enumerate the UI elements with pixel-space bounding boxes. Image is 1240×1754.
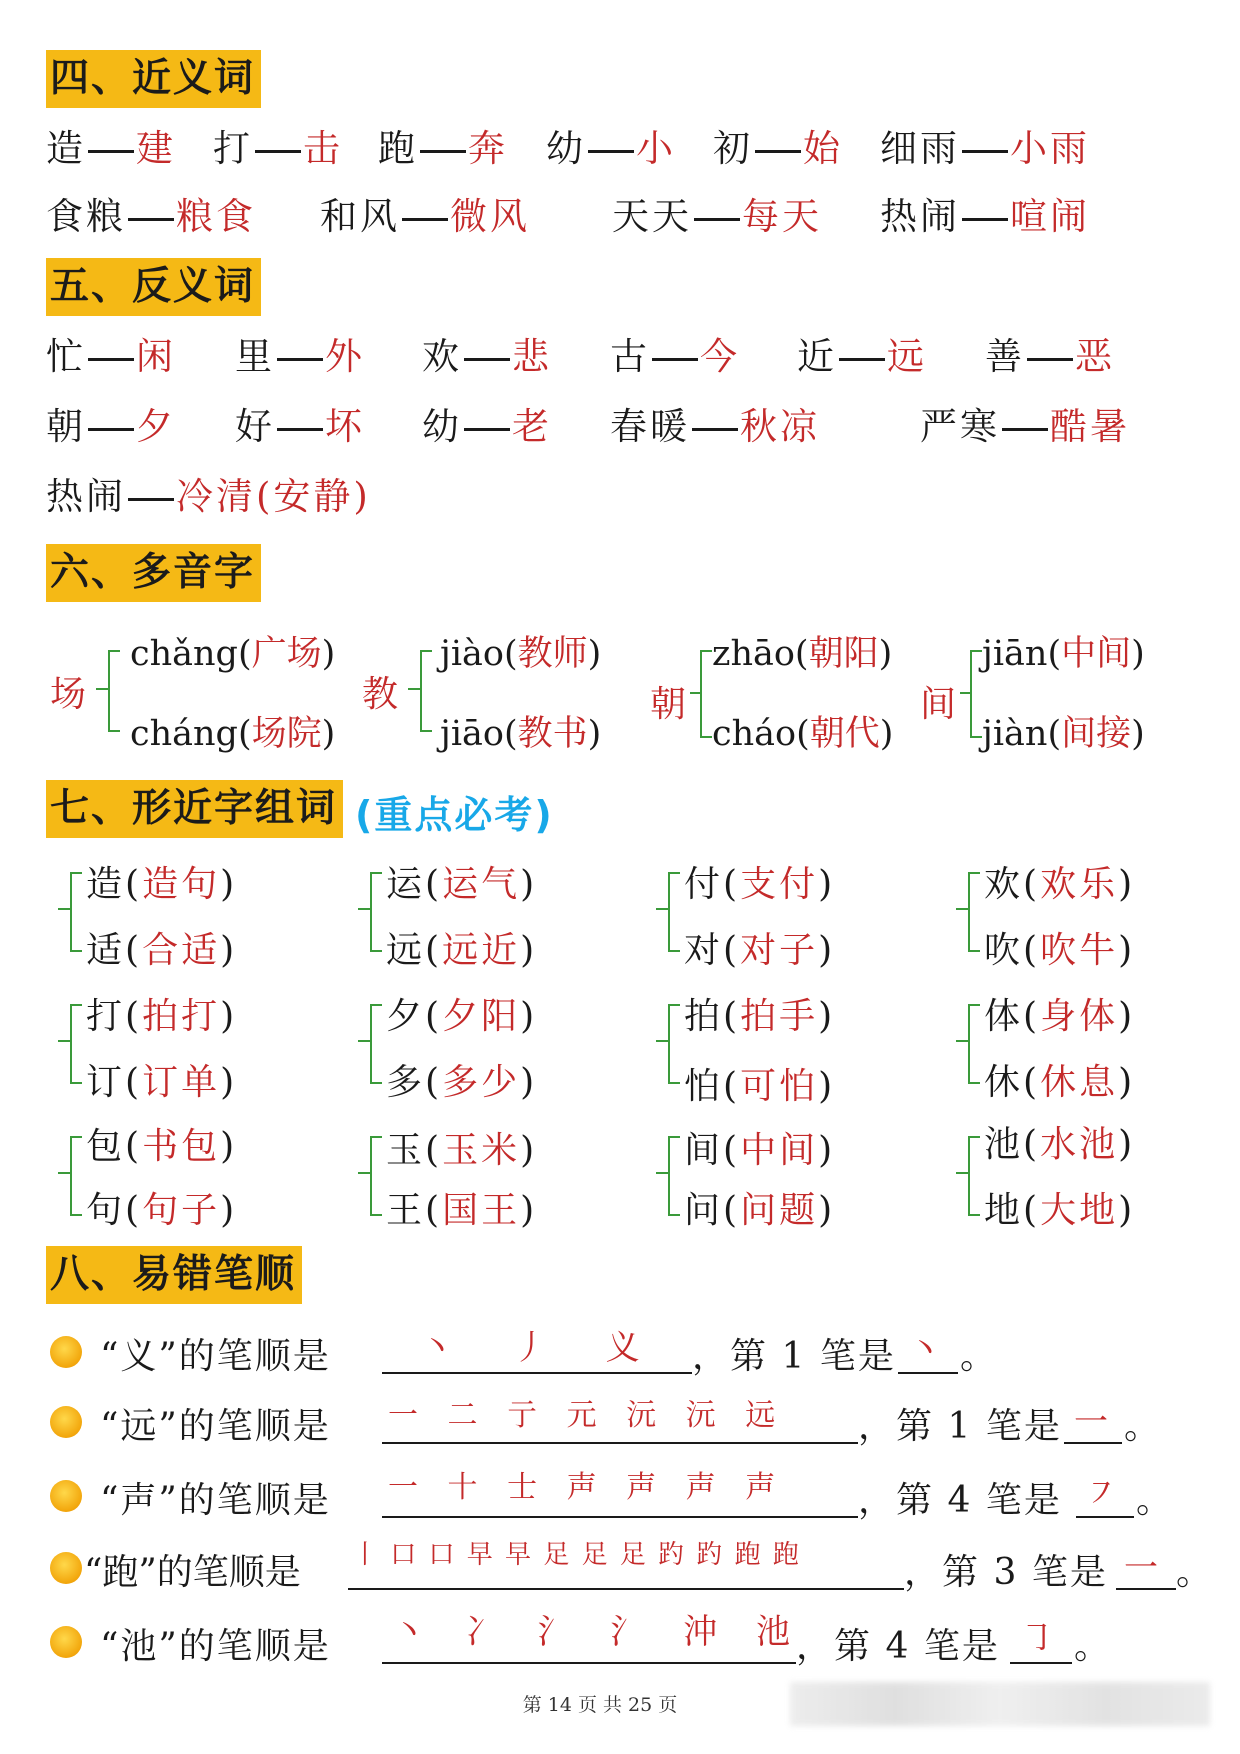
brace-tick — [358, 1172, 370, 1174]
synonym-pair: 造 建 — [46, 127, 176, 170]
brace-icon — [370, 872, 382, 952]
similar-word: 多(多少) — [386, 1062, 538, 1103]
similar-word: 句(句子) — [86, 1190, 238, 1231]
blurred-watermark — [790, 1682, 1210, 1726]
stroke-answer: ㇆ — [1020, 1618, 1054, 1658]
polyphone-char: 朝 — [650, 684, 687, 725]
synonym-pair: 细雨 小雨 — [880, 127, 1090, 170]
similar-word: 吹(吹牛) — [984, 930, 1136, 971]
polyphone-reading: jiào(教师) — [440, 634, 602, 674]
similar-word: 订(订单) — [86, 1062, 238, 1103]
synonym-pair: 跑 奔 — [378, 127, 508, 170]
stroke-end: 。 — [960, 1336, 999, 1377]
brace-tick — [58, 1040, 70, 1042]
answer-underline — [348, 1588, 904, 1590]
stroke-end: 。 — [1136, 1480, 1175, 1521]
bullet-icon — [50, 1406, 82, 1438]
brace-icon — [668, 872, 680, 952]
stroke-steps: 丶 冫 氵 氵 沖 池 — [392, 1612, 805, 1652]
stroke-question: ，第 1 笔是 — [692, 1336, 896, 1377]
answer-underline — [898, 1372, 958, 1374]
brace-tick — [358, 1040, 370, 1042]
antonym-pair: 好 坏 — [235, 405, 365, 448]
brace-tick — [656, 908, 668, 910]
brace-icon — [700, 650, 712, 738]
answer-underline — [1076, 1516, 1134, 1518]
brace-icon — [970, 650, 982, 738]
brace-tick — [656, 1172, 668, 1174]
similar-word: 付(支付) — [684, 864, 836, 905]
section-title-stroke-order: 八、易错笔顺 — [46, 1246, 302, 1304]
polyphone-char: 教 — [362, 674, 399, 715]
section-title-similar-chars: 七、形近字组词 — [46, 780, 343, 838]
stroke-answer: 丶 — [908, 1330, 942, 1370]
synonym-pair: 热闹 喧闹 — [880, 195, 1090, 238]
stroke-steps: 丨 口 口 早 早 足 足 足 趵 趵 跑 跑 — [352, 1540, 801, 1570]
answer-underline — [382, 1442, 858, 1444]
similar-word: 适(合适) — [86, 930, 238, 971]
brace-icon — [370, 1136, 382, 1216]
stroke-end: 。 — [1124, 1406, 1163, 1447]
stroke-answer: 一 — [1124, 1548, 1158, 1588]
brace-icon — [70, 872, 82, 952]
antonym-pair: 严寒 酷暑 — [920, 405, 1130, 448]
answer-underline — [382, 1662, 796, 1664]
brace-tick — [956, 1172, 968, 1174]
brace-tick — [58, 908, 70, 910]
bullet-icon — [50, 1552, 82, 1584]
brace-tick — [956, 1040, 968, 1042]
stroke-steps: 丶 丿 义 — [420, 1328, 664, 1368]
stroke-question: ，第 1 笔是 — [858, 1406, 1062, 1447]
brace-tick — [960, 692, 972, 694]
answer-underline — [382, 1516, 858, 1518]
similar-word: 造(造句) — [86, 864, 238, 905]
brace-tick — [58, 1172, 70, 1174]
similar-word: 间(中间) — [684, 1130, 836, 1171]
polyphone-reading: jiān(中间) — [982, 634, 1145, 674]
brace-tick — [408, 688, 420, 690]
polyphone-reading: zhāo(朝阳) — [712, 634, 893, 674]
antonym-pair: 幼 老 — [422, 405, 552, 448]
similar-word: 欢(欢乐) — [984, 864, 1136, 905]
bullet-icon — [50, 1336, 82, 1368]
similar-word: 问(问题) — [684, 1190, 836, 1231]
section-title-antonyms: 五、反义词 — [46, 258, 261, 316]
similar-word: 地(大地) — [984, 1190, 1136, 1231]
polyphone-reading: chǎng(广场) — [130, 634, 336, 674]
antonym-pair: 春暖 秋凉 — [610, 405, 820, 448]
similar-word: 运(运气) — [386, 864, 538, 905]
stroke-steps: 一 二 亍 元 沅 沅 远 — [388, 1398, 786, 1433]
synonym-pair: 天天 每天 — [612, 195, 822, 238]
answer-underline — [382, 1372, 692, 1374]
polyphone-char: 间 — [920, 684, 957, 725]
stroke-lead: “跑”的笔顺是 — [84, 1552, 301, 1593]
stroke-end: 。 — [1074, 1626, 1113, 1667]
stroke-question: ，第 3 笔是 — [904, 1552, 1108, 1593]
antonym-pair: 古 今 — [610, 335, 740, 378]
synonym-pair: 幼 小 — [546, 127, 676, 170]
synonym-pair: 打 击 — [213, 127, 343, 170]
brace-tick — [656, 1040, 668, 1042]
similar-word: 打(拍打) — [86, 996, 238, 1037]
synonym-pair: 和风 微风 — [320, 195, 530, 238]
antonym-pair: 里 外 — [235, 335, 365, 378]
similar-word: 体(身体) — [984, 996, 1136, 1037]
antonym-pair: 朝 夕 — [46, 405, 176, 448]
similar-word: 池(水池) — [984, 1124, 1136, 1165]
brace-tick — [690, 692, 702, 694]
brace-icon — [968, 872, 980, 952]
antonym-pair: 忙 闲 — [46, 335, 176, 378]
stroke-lead: “声”的笔顺是 — [100, 1480, 331, 1521]
stroke-lead: “义”的笔顺是 — [100, 1336, 331, 1377]
brace-icon — [370, 1004, 382, 1084]
similar-word: 拍(拍手) — [684, 996, 836, 1037]
bullet-icon — [50, 1626, 82, 1658]
brace-tick — [358, 908, 370, 910]
brace-icon — [668, 1136, 680, 1216]
brace-icon — [668, 1004, 680, 1084]
antonym-pair: 热闹 冷清(安静) — [46, 475, 371, 518]
similar-word: 对(对子) — [684, 930, 836, 971]
page-footer: 第 14 页 共 25 页 — [522, 1694, 678, 1716]
section-title-synonyms: 四、近义词 — [46, 50, 261, 108]
similar-word: 王(国王) — [386, 1190, 538, 1231]
stroke-lead: “池”的笔顺是 — [100, 1626, 331, 1667]
antonym-pair: 近 远 — [797, 335, 927, 378]
section-title-polyphones: 六、多音字 — [46, 544, 261, 602]
brace-icon — [108, 650, 120, 732]
polyphone-reading: jiàn(间接) — [982, 714, 1145, 754]
section-note: (重点必考) — [355, 793, 554, 837]
answer-underline — [1010, 1662, 1072, 1664]
stroke-answer: ㇇ — [1084, 1474, 1118, 1514]
polyphone-char: 场 — [50, 674, 87, 715]
stroke-question: ，第 4 笔是 — [796, 1626, 1000, 1667]
polyphone-reading: jiāo(教书) — [440, 714, 602, 754]
synonym-pair: 初 始 — [713, 127, 843, 170]
brace-tick — [956, 908, 968, 910]
brace-icon — [968, 1004, 980, 1084]
stroke-end: 。 — [1176, 1552, 1215, 1593]
stroke-lead: “远”的笔顺是 — [100, 1406, 331, 1447]
brace-icon — [420, 650, 432, 732]
stroke-question: ，第 4 笔是 — [858, 1480, 1062, 1521]
brace-icon — [968, 1136, 980, 1216]
polyphone-reading: cháng(场院) — [130, 714, 336, 754]
synonym-pair: 食粮 粮食 — [46, 195, 256, 238]
stroke-steps: 一 十 士 声 声 声 声 — [388, 1470, 786, 1505]
similar-word: 玉(玉米) — [386, 1130, 538, 1171]
similar-word: 包(书包) — [86, 1126, 238, 1167]
brace-icon — [70, 1004, 82, 1084]
similar-word: 怕(可怕) — [684, 1066, 836, 1107]
similar-word: 夕(夕阳) — [386, 996, 538, 1037]
antonym-pair: 善 恶 — [985, 335, 1115, 378]
bullet-icon — [50, 1480, 82, 1512]
polyphone-reading: cháo(朝代) — [712, 714, 894, 754]
stroke-answer: 一 — [1074, 1402, 1108, 1442]
antonym-pair: 欢 悲 — [422, 335, 552, 378]
brace-tick — [96, 688, 108, 690]
similar-word: 远(远近) — [386, 930, 538, 971]
brace-icon — [70, 1136, 82, 1216]
similar-word: 休(休息) — [984, 1062, 1136, 1103]
